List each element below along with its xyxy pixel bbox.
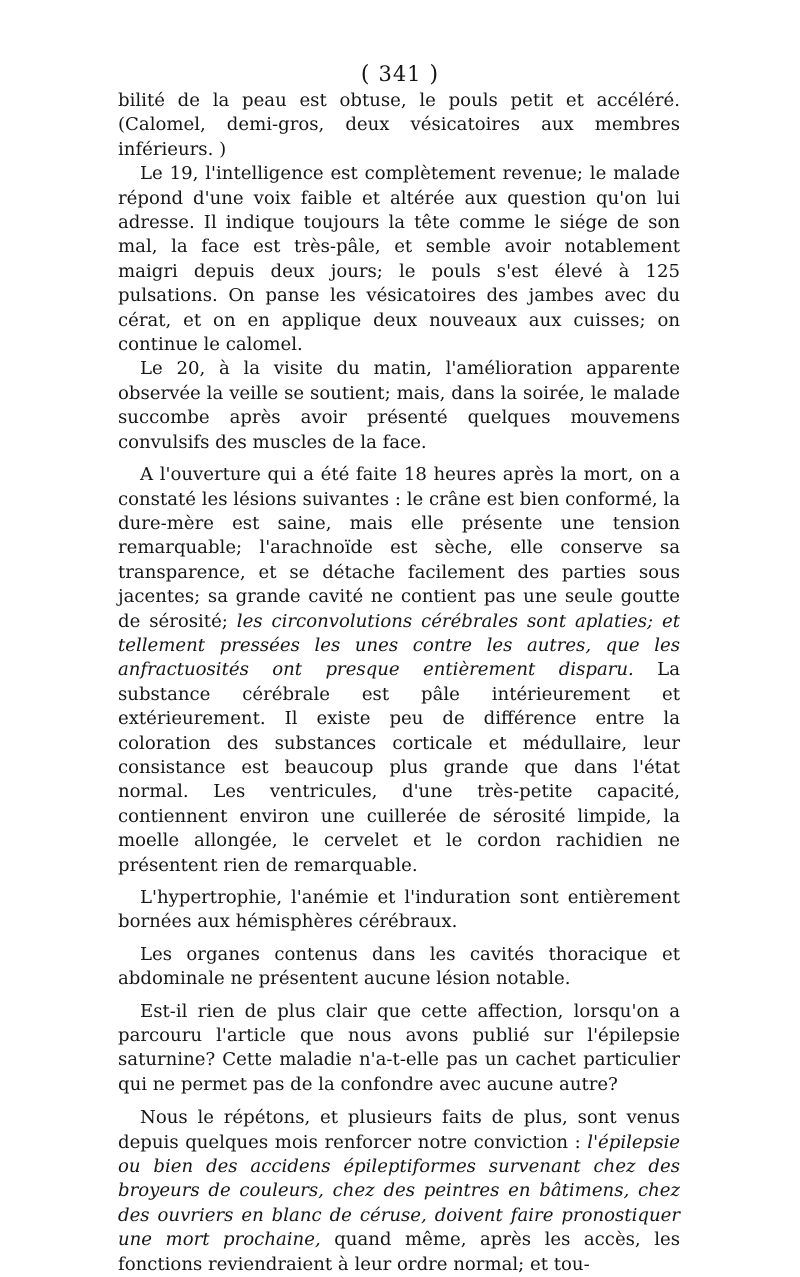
page-number-value: 341 — [378, 62, 422, 86]
body-text — [118, 89, 680, 1277]
paragraph-day-20: Le 20, à la visite du matin, l'amélioration apparente observée la veille se soutient; mais, dans la soirée, le malade succombe après avoir présenté quelques mouvemens convulsifs des muscles de la face. — [118, 358, 680, 453]
paragraph-question: Est-il rien de plus clair que cette affection, lorsqu'on a parcouru l'article que nous avons publié sur l'épilepsie saturnine? Cette maladie n'a-t-elle pas un cachet particulier qui ne permet pas de la confondre avec aucune autre? — [118, 1000, 680, 1095]
paragraph-autopsy: A l'ouverture qui a été faite 18 heures après la mort, on a constaté les lésions suivantes : le crâne est bien conformé, la dure-mère est saine, mais elle présente une tension remarquable; l'arachnoïde est sèche, elle conserve sa transparence, et se détache facilement des parties sous jacentes; sa grande cavité ne contient pas une seule goutte de sérosité; les circonvolutions cérébrales sont aplaties; et tellement pressées les unes contre les autres, que les anfractuosités ont presque entièrement disparu. La substance cérébrale est pâle intérieurement et extérieurement. Il existe peu de différence entre la coloration des substances corticale et médullaire, leur consistance est beaucoup plus grande que dans l'état normal. Les ventricules, d'une très-petite capacité, contiennent environ une cuillerée de sérosité limpide, la moelle allongée, le cervelet et le cordon rachidien ne présentent rien de remarquable. — [118, 464, 680, 876]
paragraph-hypertrophy: L'hypertrophie, l'anémie et l'induration sont entièrement bornées aux hémisphères cérébraux. — [118, 887, 680, 933]
paragraph-conviction: Nous le répétons, et plusieurs faits de plus, sont venus depuis quelques mois renforcer notre conviction : l'épilepsie ou bien des accidens épileptiformes survenant chez des broyeurs de couleurs, chez des peintres en bâtimens, chez des ouvriers en blanc de céruse, doivent faire pronostiquer une mort prochaine, quand même, après les accès, les fonctions reviendraient à leur ordre normal; et tou- — [118, 1107, 681, 1275]
paragraph-continuation: bilité de la peau est obtuse, le pouls petit et accéléré. (Calomel, demi-gros, deux vésicatoires aux membres inférieurs. ) — [118, 90, 680, 160]
page-number: ( 341 ) — [360, 62, 440, 87]
paragraph-organs: Les organes contenus dans les cavités thoracique et abdominale ne présentent aucune lésion notable. — [118, 943, 680, 990]
paragraph-day-19: Le 19, l'intelligence est complètement revenue; le malade répond d'une voix faible et altérée aux question qu'on lui adresse. Il indique toujours la tête comme le siége de son mal, la face est très-pâle, et semble avoir notablement maigri depuis deux jours; le pouls s'est élevé à 125 pulsations. On panse les vésicatoires des jambes avec du cérat, et on en applique deux nouveaux aux cuisses; on continue le calomel. — [118, 163, 680, 356]
